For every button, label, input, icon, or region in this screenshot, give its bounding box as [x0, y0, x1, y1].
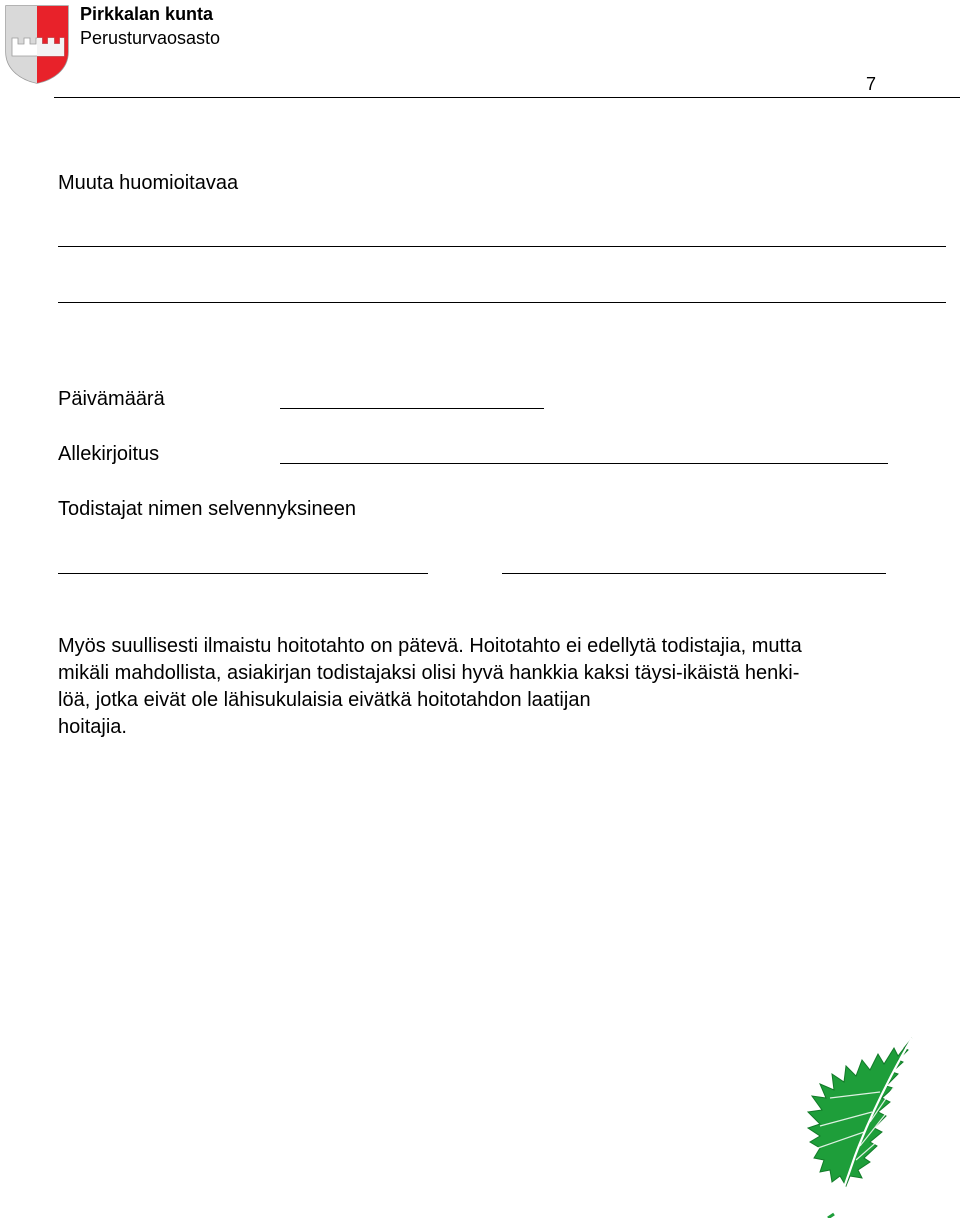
organization-name: Pirkkalan kunta — [80, 4, 214, 24]
paragraph-line: löä, jotka eivät ole lähisukulaisia eivätkä hoitotahdon laatijan — [58, 689, 591, 711]
other-notes-line-1 — [58, 246, 946, 247]
witnesses-label: Todistajat nimen selvennyksineen — [58, 498, 356, 520]
witness-2-line — [502, 573, 886, 574]
paragraph-line: mikäli mahdollista, asiakirjan todistajaksi olisi hyvä hankkia kaksi täysi-ikäistä henki- — [58, 662, 800, 684]
header-divider — [54, 97, 960, 98]
date-line — [280, 408, 544, 409]
validity-note-paragraph — [58, 633, 948, 741]
paragraph-line: hoitajia. — [58, 716, 127, 738]
other-notes-label: Muuta huomioitavaa — [58, 172, 239, 194]
paragraph-line: Myös suullisesti ilmaistu hoitotahto on pätevä. Hoitotahto ei edellytä todistajia, mutta — [58, 635, 802, 657]
signature-line — [280, 463, 888, 464]
date-label: Päivämäärä — [58, 388, 165, 410]
signature-label: Allekirjoitus — [58, 443, 160, 465]
department-name: Perusturvaosasto — [80, 28, 221, 48]
witness-1-line — [58, 573, 428, 574]
coat-of-arms-icon — [4, 4, 70, 84]
other-notes-line-2 — [58, 302, 946, 303]
green-leaf-icon — [800, 1036, 920, 1218]
page-number: 7 — [866, 74, 877, 94]
